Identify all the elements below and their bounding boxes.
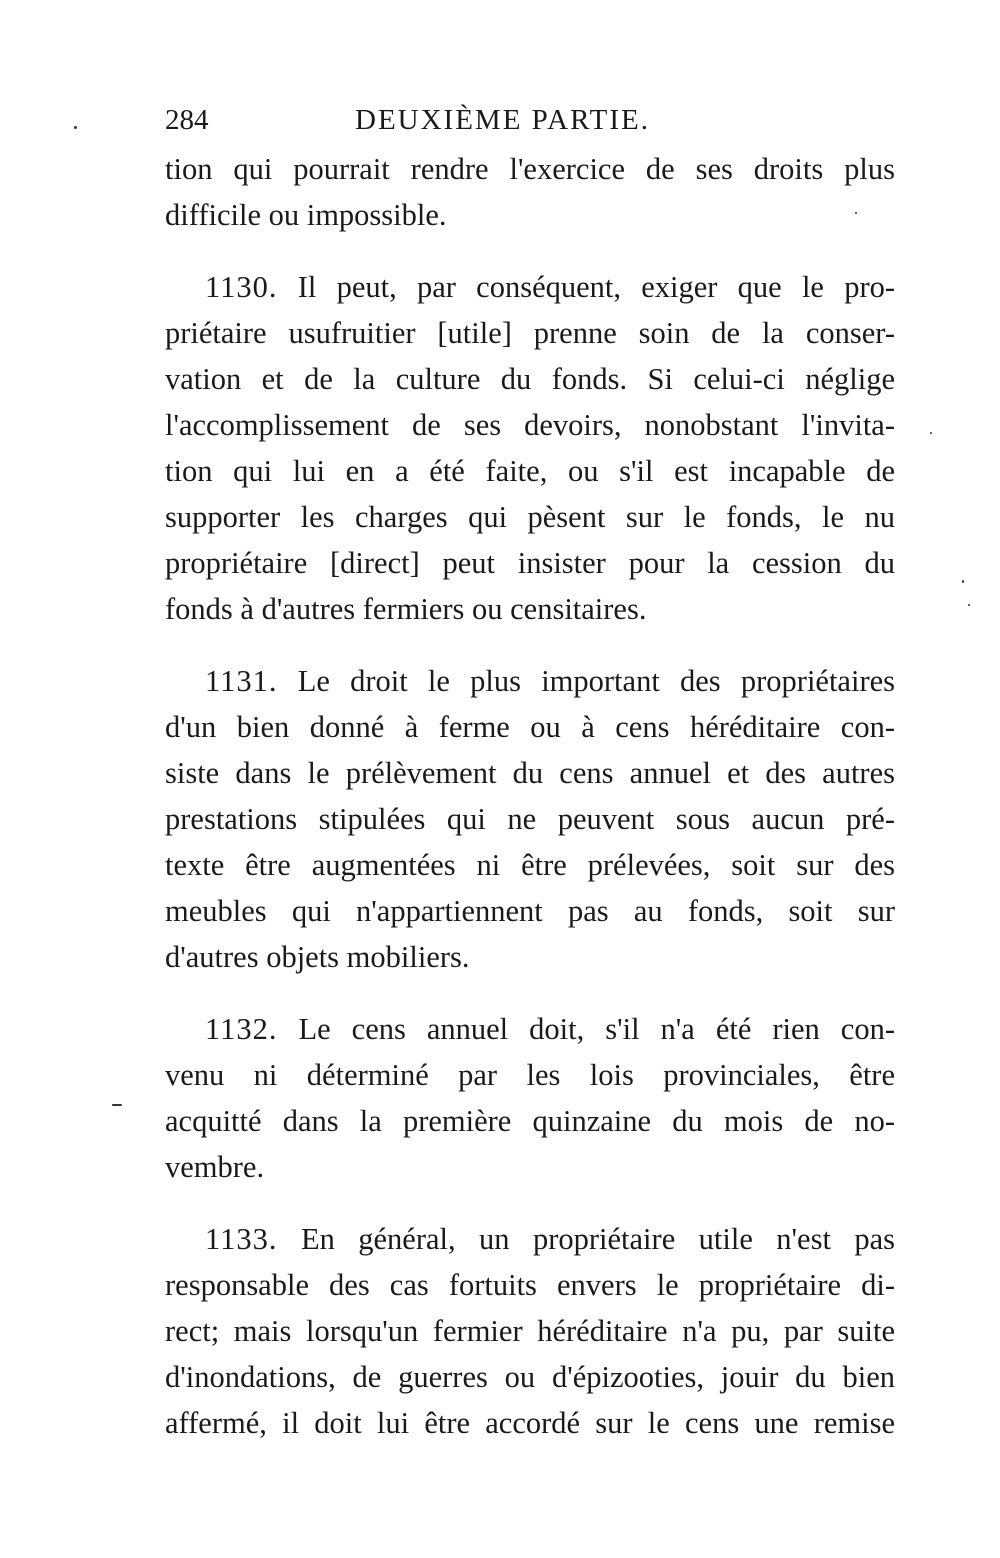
text-line: texte être augmentées ni être prélevées, soit sur des — [165, 848, 895, 882]
text-line: vation et de la culture du fonds. Si celui-ci néglige — [165, 362, 895, 396]
speck — [930, 432, 932, 434]
paragraph-1133 — [165, 1216, 895, 1446]
text-line: tion qui lui en a été faite, ou s'il est incapable de — [165, 454, 895, 488]
text-line: d'un bien donné à ferme ou à cens héréditaire con- — [165, 710, 895, 744]
speck — [968, 604, 970, 606]
text-line: difficile ou impossible. — [165, 198, 447, 232]
text-line: rect; mais lorsqu'un fermier héréditaire n'a pu, par suite — [165, 1314, 895, 1348]
article-number: 1130. — [205, 270, 278, 304]
paragraph-1130 — [165, 264, 895, 632]
body-text — [165, 146, 895, 1446]
text-line: propriétaire [direct] peut insister pour la cession du — [165, 546, 895, 580]
speck — [962, 580, 964, 583]
article-number: 1133. — [205, 1222, 278, 1256]
running-head: DEUXIÈME PARTIE. — [355, 104, 651, 136]
paragraph-1131 — [165, 658, 895, 980]
text-line: 1132. Le cens annuel doit, s'il n'a été rien con- — [205, 1012, 895, 1046]
text-line: d'inondations, de guerres ou d'épizooties, jouir du bien — [165, 1360, 895, 1394]
text-line: venu ni déterminé par les lois provinciales, être — [165, 1058, 895, 1092]
speck — [112, 1104, 122, 1106]
text-line: 1133. En général, un propriétaire utile n'est pas — [205, 1222, 896, 1256]
text-line: l'accomplissement de ses devoirs, nonobstant l'invita- — [165, 408, 895, 442]
paragraph-1132 — [165, 1006, 895, 1190]
text-line: prestations stipulées qui ne peuvent sous aucun pré- — [165, 802, 895, 836]
text-line: vembre. — [165, 1150, 265, 1184]
article-number: 1131. — [205, 664, 278, 698]
text-line: meubles qui n'appartiennent pas au fonds, soit sur — [165, 894, 895, 928]
text-line: siste dans le prélèvement du cens annuel et des autres — [165, 756, 895, 790]
text-line: priétaire usufruitier [utile] prenne soin de la conser- — [165, 316, 895, 350]
text-line: responsable des cas fortuits envers le propriétaire di- — [165, 1268, 895, 1302]
page-number: 284 — [165, 104, 209, 136]
page-header — [165, 98, 895, 142]
text-line: d'autres objets mobiliers. — [165, 940, 470, 974]
text-line: fonds à d'autres fermiers ou censitaires. — [165, 592, 647, 626]
text-line: supporter les charges qui pèsent sur le fonds, le nu — [165, 500, 895, 534]
text-line: 1131. Le droit le plus important des propriétaires — [205, 664, 896, 698]
text-line: acquitté dans la première quinzaine du mois de no- — [165, 1104, 895, 1138]
text-line: tion qui pourrait rendre l'exercice de ses droits plus — [165, 152, 895, 186]
article-number: 1132. — [205, 1012, 278, 1046]
text-line: 1130. Il peut, par conséquent, exiger que le pro- — [205, 270, 896, 304]
speck — [855, 212, 857, 214]
paragraph-continuation — [165, 146, 895, 238]
speck — [74, 126, 77, 129]
text-line: affermé, il doit lui être accordé sur le cens une remise — [165, 1406, 895, 1440]
